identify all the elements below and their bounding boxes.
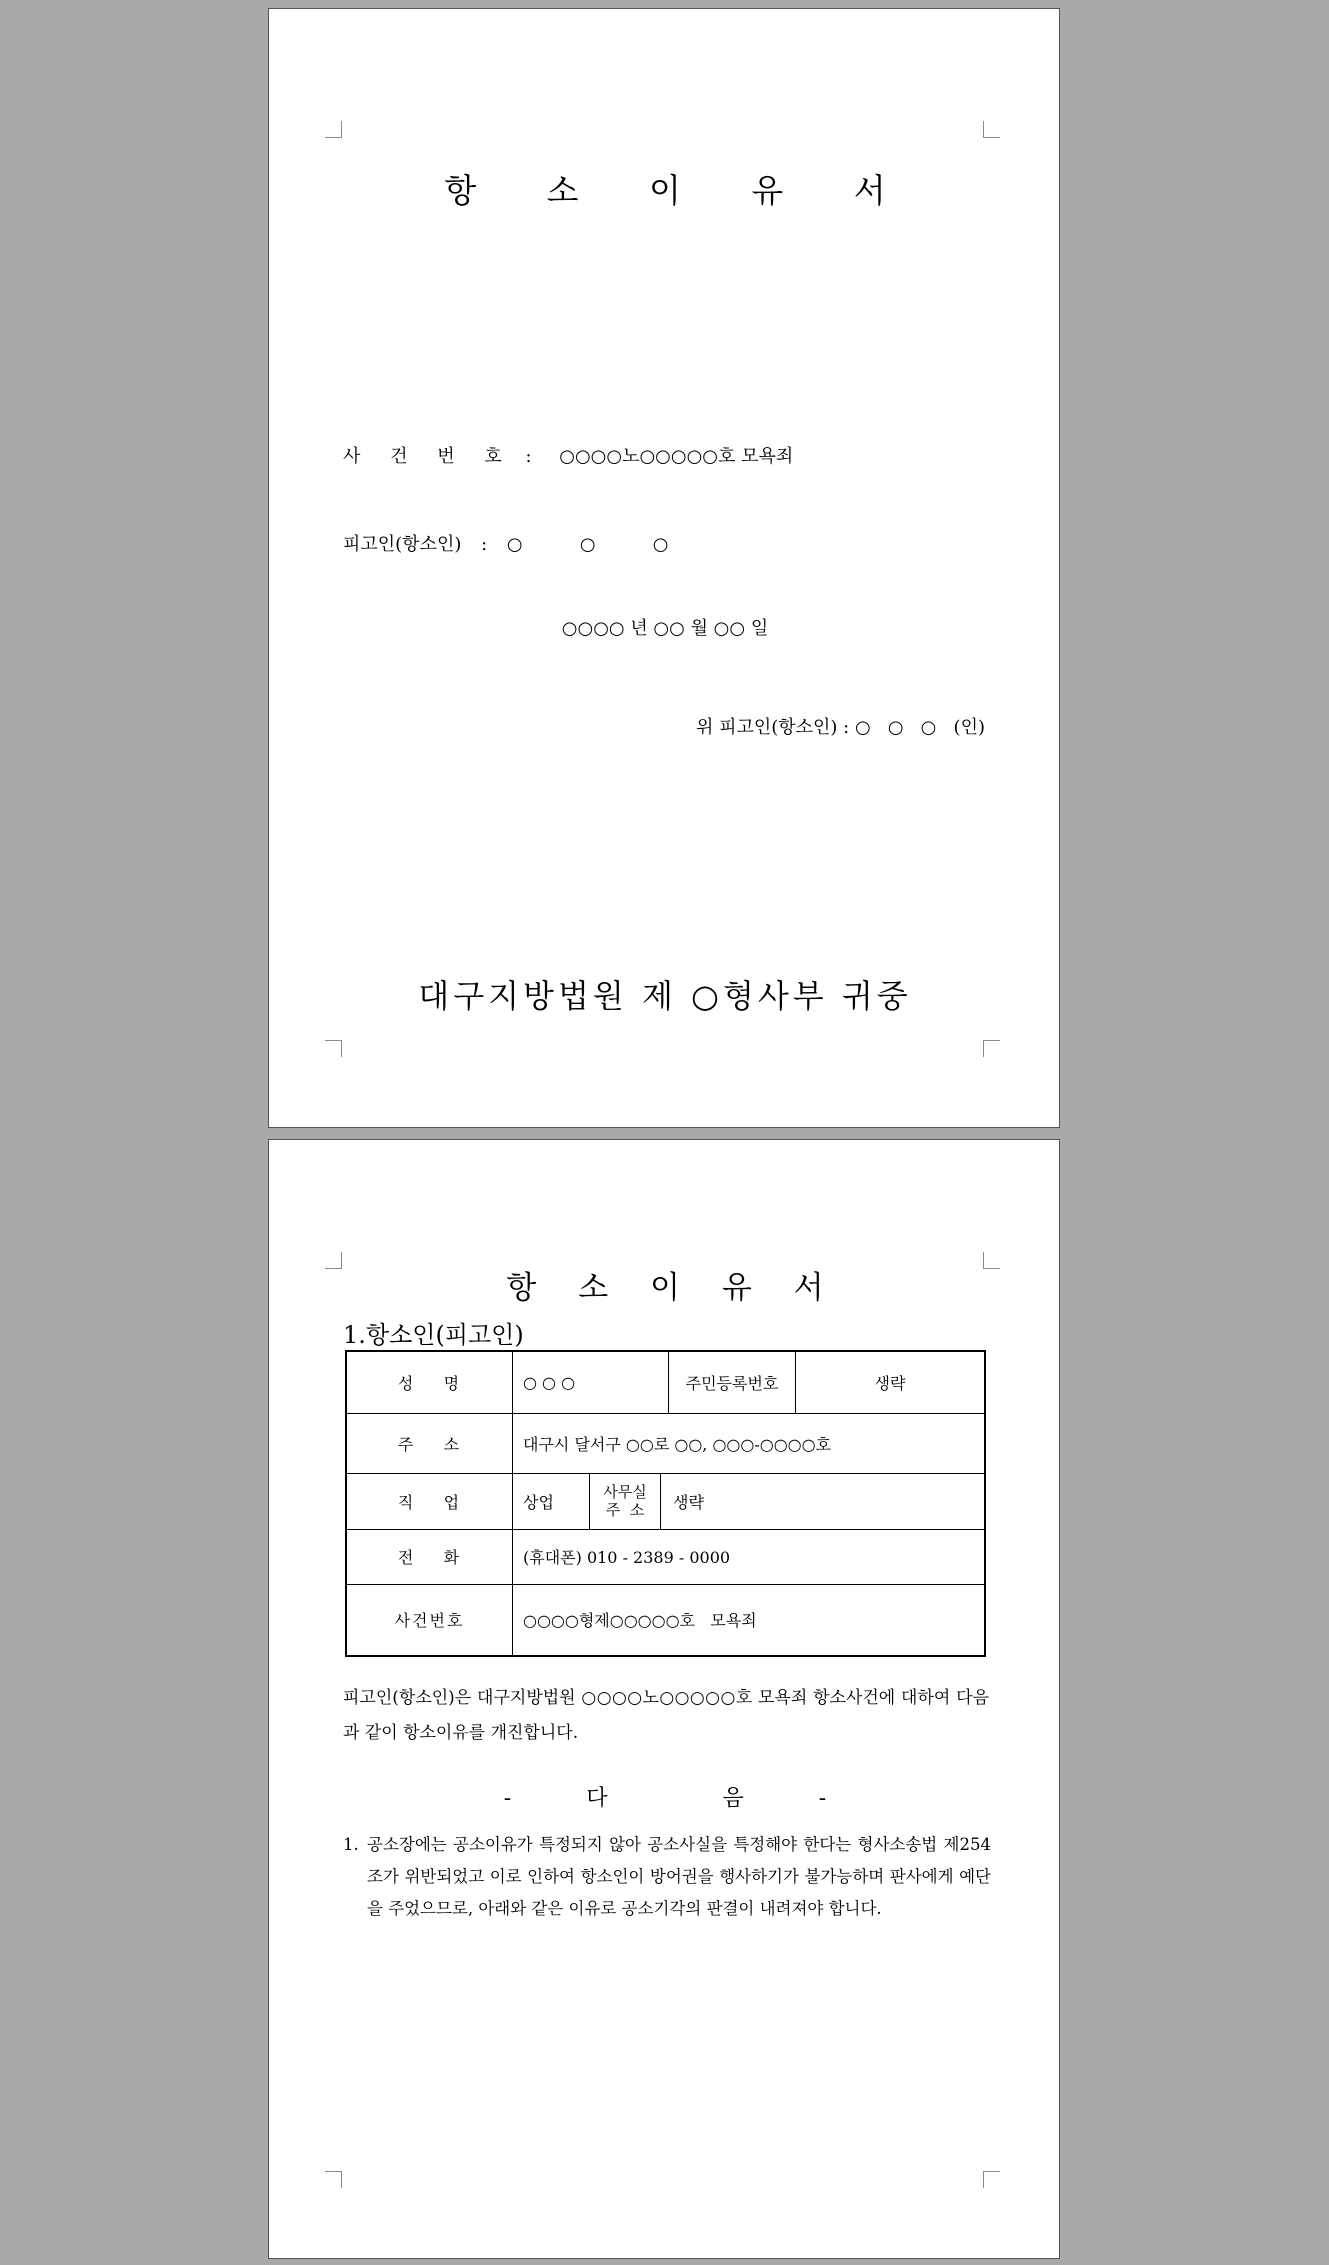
defendant-line [343,530,668,556]
name-label: 성 명 [346,1351,513,1413]
list-item [343,1829,991,1925]
occupation-cell [513,1473,986,1529]
next-word-1: 다 [586,1786,608,1811]
case-number-line [343,442,793,468]
court-addressee: 대구지방법원 제 ○형사부 귀중 [418,977,912,1015]
document-title: 항 소 이 유 서 [506,1270,840,1306]
document-page-2 [268,1139,1060,2259]
case-number-value: ○○○○노○○○○○호 모욕죄 [559,446,794,467]
filing-date: ○○○○ 년 ○○ 월 ○○ 일 [561,618,769,639]
item-text: 공소장에는 공소이유가 특정되지 않아 공소사실을 특정해야 한다는 형사소송법 제254조가 위반되었고 이로 인하여 항소인이 방어권을 행사하기가 불가능하며 판사에게 예단을 주었으므로, 아래와 같은 이유로 공소기각의 판결이 내려져야 합니다. [367,1835,991,1918]
defendant-name: ○ ○ ○ [506,534,669,555]
case-number-value: ○○○○형제○○○○○호 모욕죄 [513,1584,986,1656]
table-row [346,1473,985,1529]
rrn-value: 생략 [796,1351,986,1413]
crop-mark-bottom-right [983,2171,1000,2188]
case-number-label: 사건번호 [346,1584,513,1656]
crop-mark-top-right [983,121,1000,138]
crop-mark-bottom-right [983,1040,1000,1057]
name-value: ○ ○ ○ [513,1351,669,1413]
address-value: 대구시 달서구 ○○로 ○○, ○○○-○○○○호 [513,1413,986,1473]
phone-label: 전 화 [346,1529,513,1584]
next-word-2: 음 [722,1786,744,1811]
crop-mark-top-left [325,121,342,138]
document-page-1 [268,8,1060,1128]
table-row [346,1529,985,1584]
signature-line: 위 피고인(항소인) : ○ ○ ○ (인) [695,717,985,738]
office-label-line-1: 사무실 [603,1483,647,1501]
address-label: 주 소 [346,1413,513,1473]
defendant-label: 피고인(항소인) [343,534,462,555]
next-heading [269,1781,1061,1812]
phone-value: (휴대폰) 010 - 2389 - 0000 [513,1529,986,1584]
appellant-info-table [345,1350,986,1657]
office-label-line-2: 주 소 [605,1501,645,1519]
crop-mark-bottom-left [325,1040,342,1057]
section-heading: 1.항소인(피고인) [343,1321,524,1349]
table-row [346,1413,985,1473]
occupation-label: 직 업 [346,1473,513,1529]
table-row [346,1584,985,1656]
next-dash-right: - [818,1786,827,1811]
next-dash-left: - [503,1786,512,1811]
intro-paragraph: 피고인(항소인)은 대구지방법원 ○○○○노○○○○○호 모욕죄 항소사건에 대하여 다음과 같이 항소이유를 개진합니다. [343,1688,989,1743]
rrn-label: 주민등록번호 [669,1351,796,1413]
case-number-separator: : [525,446,532,467]
crop-mark-bottom-left [325,2171,342,2188]
occupation-value: 상업 [513,1474,590,1529]
case-number-label: 사 건 번 호 [343,446,514,467]
document-title: 항 소 이 유 서 [444,171,916,210]
office-address-value: 생략 [673,1492,704,1512]
office-address-label [590,1474,661,1529]
occupation-subtable [513,1474,984,1529]
defendant-separator: : [481,534,488,555]
table-row [346,1351,985,1413]
item-number: 1. [343,1835,359,1854]
